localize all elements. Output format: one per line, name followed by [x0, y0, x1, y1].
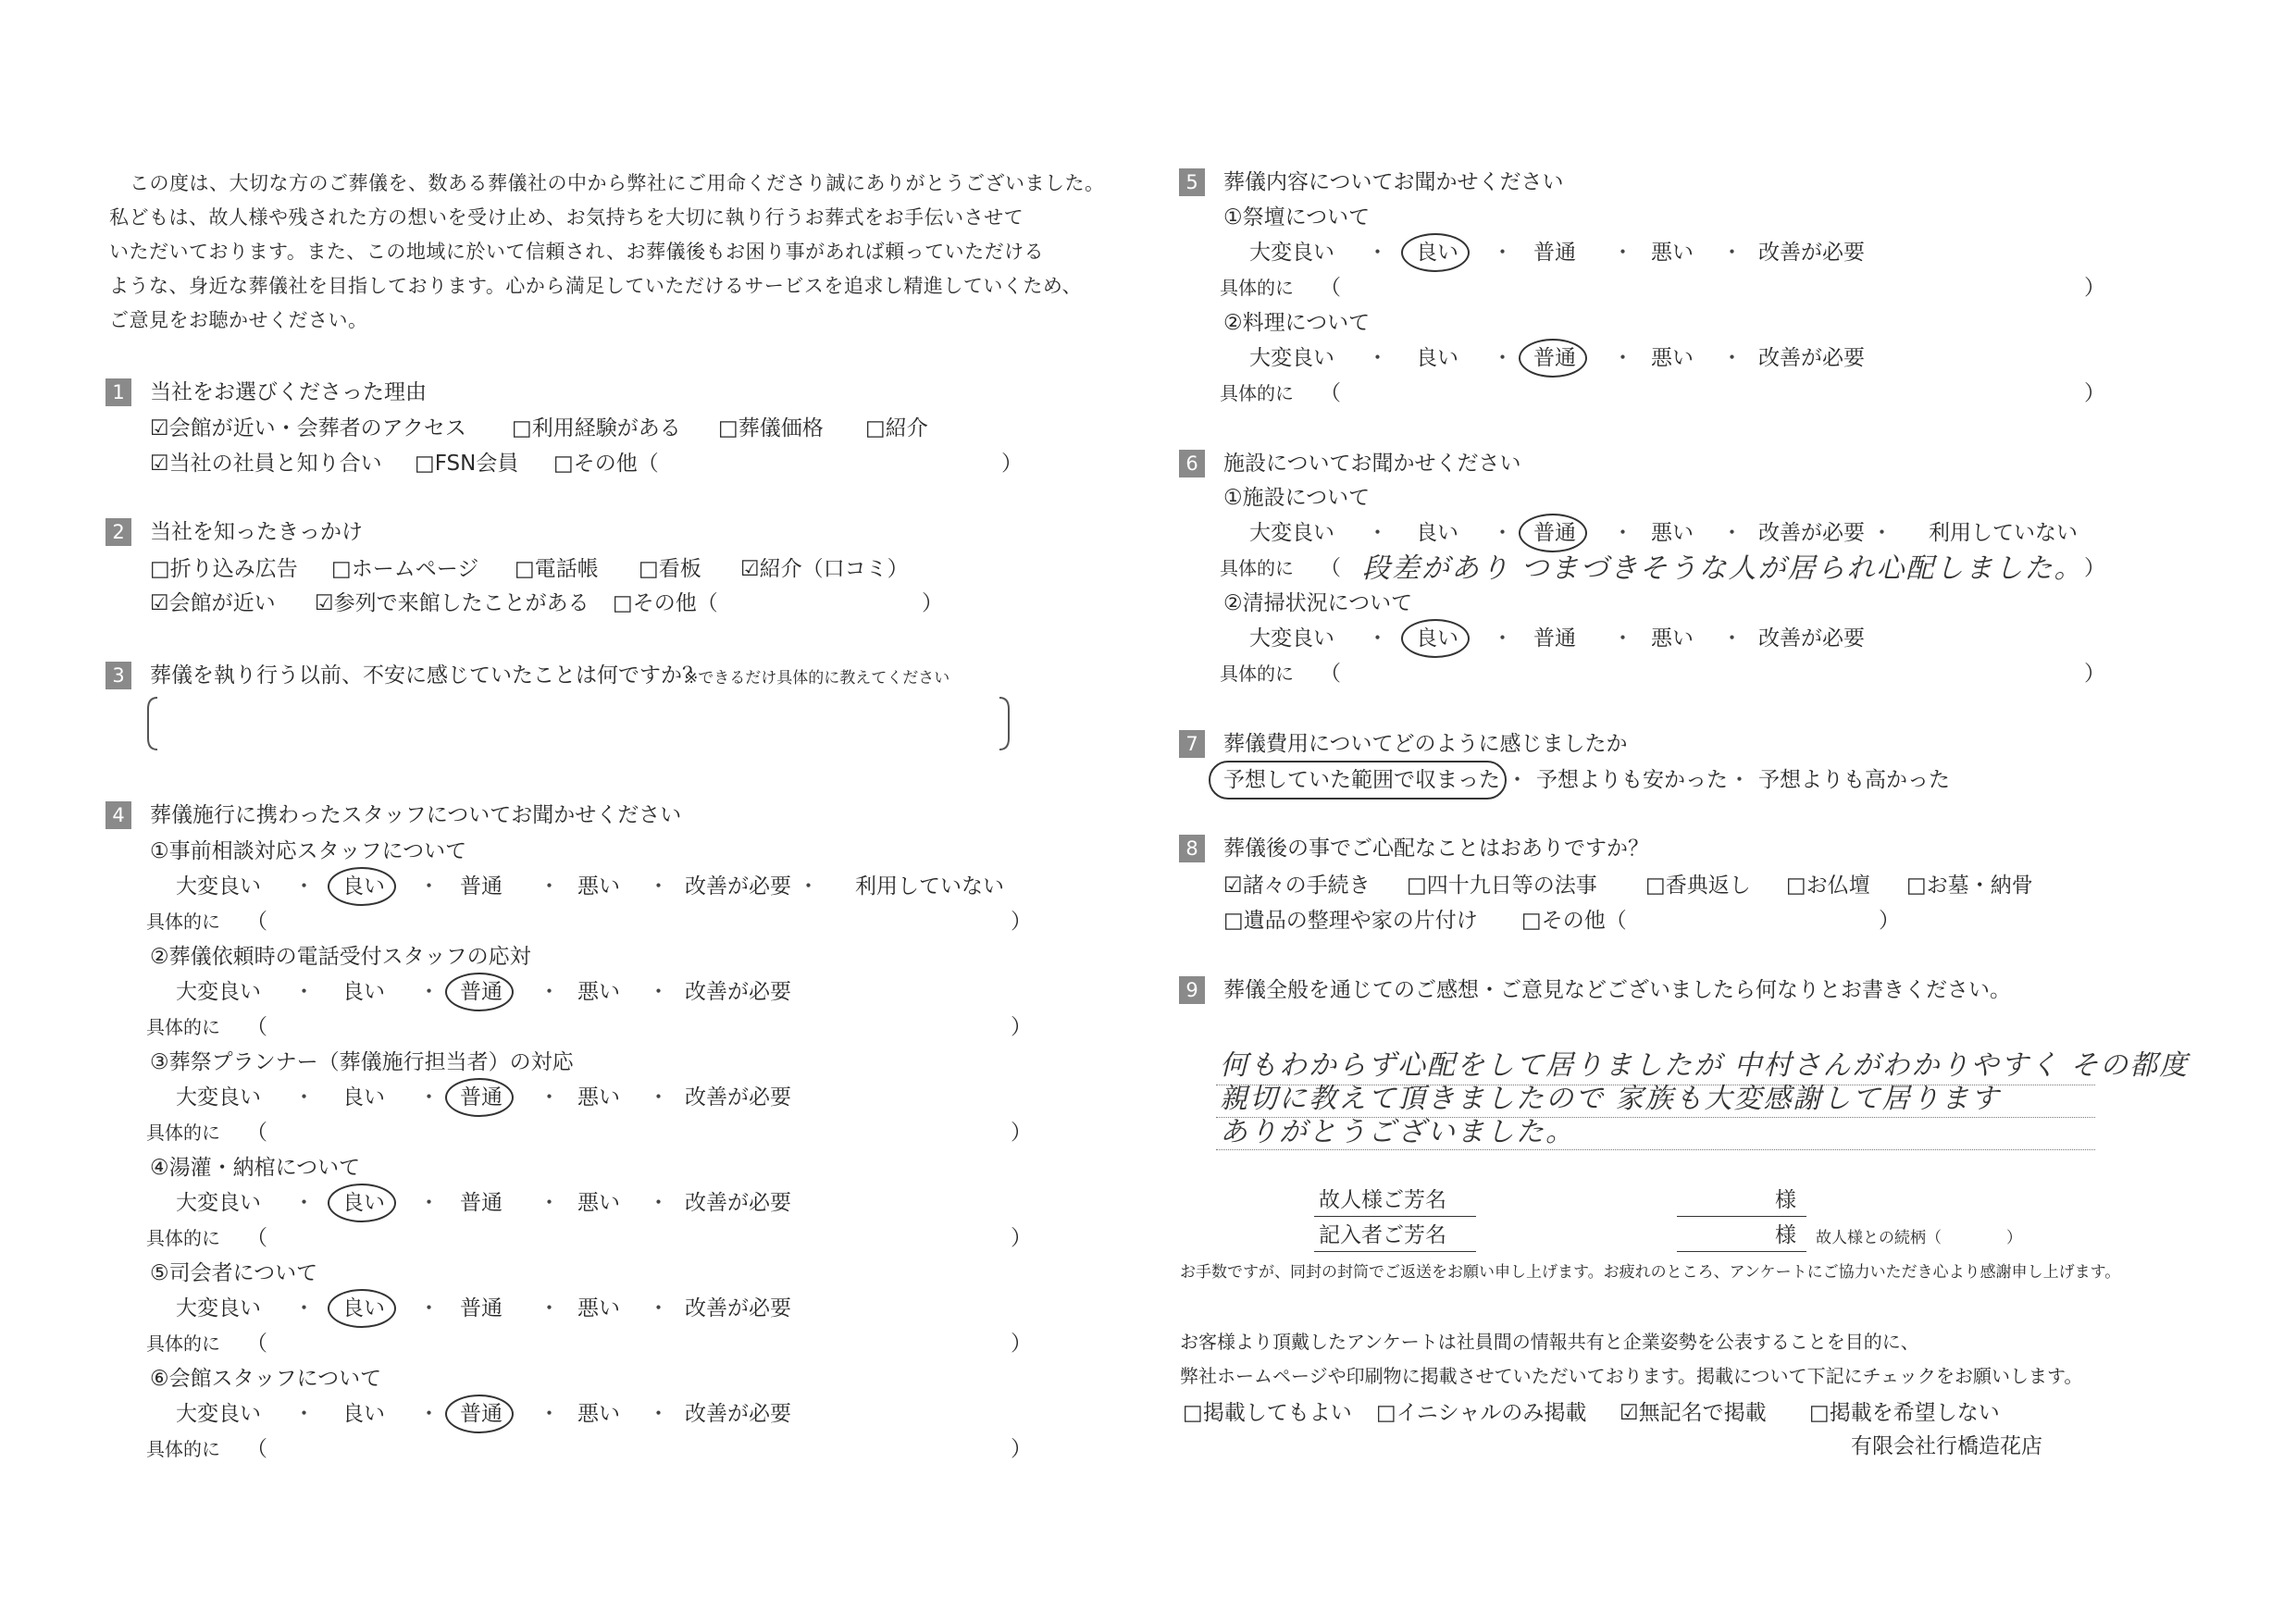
separator-dot: ・: [539, 1191, 560, 1215]
checkbox-option[interactable]: ☑会館が近い・会葬者のアクセス: [150, 416, 466, 440]
separator-dot: ・: [1721, 241, 1743, 265]
underline: [1314, 1251, 1476, 1252]
option-bad[interactable]: 悪い: [577, 874, 620, 899]
option-very-good[interactable]: 大変良い: [176, 1085, 261, 1110]
separator-dot: ・: [648, 1296, 669, 1320]
checkbox-option[interactable]: □香典返し: [1645, 874, 1751, 898]
open-paren: （: [1320, 662, 1341, 686]
sub-question-label: ②料理について: [1223, 311, 1371, 335]
selection-circle: [328, 867, 396, 906]
separator-dot: ・: [293, 1085, 315, 1110]
checkbox-option[interactable]: □その他（: [613, 591, 718, 615]
question-title: 葬儀全般を通じてのご感想・ご意見などございましたら何なりとお書きください。: [1223, 978, 2011, 1002]
close-paren: ）: [1011, 1332, 1032, 1356]
separator-dot: ・: [648, 1085, 669, 1110]
separator-dot: ・: [293, 980, 315, 1004]
handwritten-comment[interactable]: 何もわからず心配をして居りましたが 中村さんがわかりやすく その都度: [1220, 1049, 2190, 1082]
selection-circle: [1401, 233, 1470, 272]
option-normal[interactable]: 普通: [1533, 241, 1576, 265]
sub-question-label: ①祭壇について: [1223, 205, 1371, 229]
separator-dot: ・: [539, 1402, 560, 1426]
checkbox-option[interactable]: □その他（: [553, 452, 659, 476]
publish-option[interactable]: □イニシャルのみ掲載: [1376, 1401, 1587, 1425]
separator-dot: ・: [1721, 626, 1743, 651]
option-bad[interactable]: 悪い: [1651, 346, 1694, 370]
separator-dot: ・: [418, 1085, 440, 1110]
selection-circle: [445, 1395, 514, 1433]
separator-dot: ・: [1721, 521, 1743, 545]
open-paren: （: [1320, 556, 1341, 580]
option-bad[interactable]: 悪い: [1651, 241, 1694, 265]
checkbox-option[interactable]: ☑参列で来館したことがある: [315, 591, 590, 615]
separator-dot: ・: [1367, 521, 1388, 545]
option-normal[interactable]: 普通: [1533, 626, 1576, 651]
separator-dot: ・: [1612, 346, 1633, 370]
publish-option[interactable]: ☑無記名で掲載: [1620, 1401, 1767, 1425]
detail-label: 具体的に: [1220, 277, 1294, 299]
close-paren: ）: [2084, 276, 2105, 300]
question-number: 6: [1179, 450, 1205, 477]
intro-line: ような、身近な葬儀社を目指しております。心から満足していただけるサービスを追求し精進していくため、: [109, 275, 1082, 297]
close-paren: ）: [2084, 556, 2105, 580]
close-paren: ）: [1879, 909, 1900, 933]
sub-question-label: ①事前相談対応スタッフについて: [150, 839, 467, 863]
checkbox-option[interactable]: □紹介: [865, 416, 928, 440]
close-paren: ）: [1011, 910, 1032, 934]
question-number: 5: [1179, 168, 1205, 196]
option-very-good[interactable]: 大変良い: [1249, 626, 1334, 651]
option-good[interactable]: 良い: [342, 1085, 385, 1110]
option-good[interactable]: 良い: [342, 1402, 385, 1426]
open-paren: （: [246, 1015, 267, 1039]
checkbox-option[interactable]: □ホームページ: [331, 557, 479, 581]
option-normal[interactable]: 普通: [1533, 521, 1576, 545]
open-paren: （: [1320, 276, 1341, 300]
option-good[interactable]: 良い: [1416, 346, 1458, 370]
publish-option[interactable]: □掲載してもよい: [1183, 1401, 1352, 1425]
separator-dot: ・: [648, 1191, 669, 1215]
separator-dot: ・: [1492, 241, 1513, 265]
selection-circle: [1519, 514, 1587, 552]
publish-note: お客様より頂戴したアンケートは社員間の情報共有と企業姿勢を公表することを目的に、: [1180, 1331, 1919, 1353]
question-title: 葬儀内容についてお聞かせください: [1223, 170, 1564, 194]
separator-dot: ・: [648, 980, 669, 1004]
separator-dot: ・: [1507, 768, 1528, 792]
option-bad[interactable]: 悪い: [577, 980, 620, 1004]
separator-dot: ・: [1612, 241, 1633, 265]
underline: [1314, 1216, 1476, 1217]
question-title: 当社をお選びくださった理由: [150, 380, 427, 404]
option-bad[interactable]: 悪い: [577, 1402, 620, 1426]
underline: [1677, 1216, 1806, 1217]
separator-dot: ・: [1871, 521, 1893, 545]
question-number: 8: [1179, 835, 1205, 862]
checkbox-option[interactable]: □お仏壇: [1786, 874, 1870, 898]
relation-label: 故人様との続柄（: [1816, 1229, 1942, 1247]
detail-label: 具体的に: [1220, 663, 1294, 685]
detail-label: 具体的に: [146, 1016, 220, 1038]
sub-question-label: ②葬儀依頼時の電話受付スタッフの応対: [150, 945, 531, 969]
separator-dot: ・: [418, 980, 440, 1004]
open-paren: （: [1320, 381, 1341, 405]
option-very-good[interactable]: 大変良い: [1249, 241, 1334, 265]
option-cheaper[interactable]: 予想よりも安かった: [1536, 768, 1728, 792]
option-needs-improvement[interactable]: 改善が必要: [1758, 346, 1865, 370]
publish-note: 弊社ホームページや印刷物に掲載させていただいております。掲載について下記にチェックをお願いします。: [1180, 1365, 2083, 1387]
question-title: 施設についてお聞かせください: [1223, 452, 1521, 476]
option-very-good[interactable]: 大変良い: [176, 1402, 261, 1426]
handwritten-answer[interactable]: 段差があり つまづきそうな人が居られ心配しました。: [1362, 552, 2084, 585]
open-paren: （: [246, 910, 267, 934]
option-good[interactable]: 良い: [1416, 626, 1458, 651]
option-needs-improvement[interactable]: 改善が必要: [685, 1296, 791, 1320]
intro-line: ご意見をお聴かせください。: [109, 309, 368, 331]
checkbox-option[interactable]: □看板: [639, 557, 701, 581]
sub-question-label: ①施設について: [1223, 486, 1371, 510]
publish-option[interactable]: □掲載を希望しない: [1809, 1401, 2000, 1425]
close-paren: ）: [1011, 1121, 1032, 1145]
question-title: 葬儀を執り行う以前、不安に感じていたことは何ですか？: [150, 663, 703, 688]
selection-circle: [1401, 619, 1470, 658]
option-very-good[interactable]: 大変良い: [1249, 521, 1334, 545]
open-paren: （: [246, 1226, 267, 1250]
separator-dot: ・: [1367, 346, 1388, 370]
separator-dot: ・: [293, 1191, 315, 1215]
option-needs-improvement[interactable]: 改善が必要: [685, 1402, 791, 1426]
checkbox-option[interactable]: □四十九日等の法事: [1407, 874, 1597, 898]
separator-dot: ・: [293, 874, 315, 899]
option-normal[interactable]: 普通: [460, 874, 503, 899]
question-title: 当社を知ったきっかけ: [150, 520, 363, 544]
question-number: 3: [105, 662, 131, 689]
detail-label: 具体的に: [146, 1122, 220, 1144]
separator-dot: ・: [798, 874, 819, 899]
selection-circle: [1209, 761, 1507, 800]
option-needs-improvement[interactable]: 改善が必要: [685, 1085, 791, 1110]
close-paren: ）: [1011, 1437, 1032, 1461]
selection-circle: [1519, 339, 1587, 378]
separator-dot: ・: [1612, 626, 1633, 651]
checkbox-option[interactable]: ☑紹介（口コミ）: [740, 557, 909, 581]
question-number: 9: [1179, 976, 1205, 1004]
option-not-used[interactable]: 利用していない: [1929, 521, 2078, 545]
separator-dot: ・: [539, 1296, 560, 1320]
writer-name-label: 記入者ご芳名: [1319, 1223, 1446, 1247]
checkbox-option[interactable]: □葬儀価格: [718, 416, 824, 440]
option-good[interactable]: 良い: [342, 980, 385, 1004]
checkbox-option[interactable]: ☑当社の社員と知り合い: [150, 452, 382, 476]
checkbox-option[interactable]: □その他（: [1521, 909, 1627, 933]
option-needs-improvement[interactable]: 改善が必要: [1758, 626, 1865, 651]
option-normal[interactable]: 普通: [460, 1191, 503, 1215]
sama-label: 様: [1775, 1223, 1796, 1247]
selection-circle: [445, 973, 514, 1011]
separator-dot: ・: [1367, 241, 1388, 265]
intro-line: 私どもは、故人様や残された方の想いを受け止め、お気持ちを大切に執り行うお葬式をお手伝いさせて: [109, 206, 1024, 229]
option-expensive[interactable]: 予想よりも高かった: [1758, 768, 1950, 792]
checkbox-option[interactable]: □折り込み広告: [150, 557, 298, 581]
detail-label: 具体的に: [146, 1438, 220, 1460]
separator-dot: ・: [648, 1402, 669, 1426]
return-note: お手数ですが、同封の封筒でご返送をお願い申し上げます。お疲れのところ、アンケートにご協力いただき心より感謝申し上げます。: [1180, 1263, 2121, 1282]
separator-dot: ・: [418, 1296, 440, 1320]
option-normal[interactable]: 普通: [1533, 346, 1576, 370]
detail-label: 具体的に: [146, 1333, 220, 1355]
detail-label: 具体的に: [1220, 557, 1294, 579]
option-needs-improvement[interactable]: 改善が必要: [685, 980, 791, 1004]
sub-question-label: ④湯灌・納棺について: [150, 1156, 361, 1180]
separator-dot: ・: [1612, 521, 1633, 545]
answer-bracket[interactable]: [144, 696, 1012, 751]
underline: [1677, 1251, 1806, 1252]
option-needs-improvement[interactable]: 改善が必要: [685, 874, 791, 899]
separator-dot: ・: [1492, 521, 1513, 545]
separator-dot: ・: [539, 874, 560, 899]
company-name: 有限会社行橋造花店: [1851, 1434, 2042, 1458]
close-paren: ）: [922, 591, 943, 615]
option-needs-improvement[interactable]: 改善が必要: [1758, 521, 1865, 545]
close-paren: ）: [1001, 452, 1023, 476]
option-needs-improvement[interactable]: 改善が必要: [685, 1191, 791, 1215]
option-normal[interactable]: 普通: [460, 980, 503, 1004]
option-needs-improvement[interactable]: 改善が必要: [1758, 241, 1865, 265]
selection-circle: [328, 1184, 396, 1222]
option-very-good[interactable]: 大変良い: [176, 1296, 261, 1320]
question-title: 葬儀施行に携わったスタッフについてお聞かせください: [150, 803, 682, 827]
option-in-range[interactable]: 予想していた範囲で収まった: [1223, 768, 1500, 792]
checkbox-option[interactable]: □FSN会員: [415, 452, 519, 476]
separator-dot: ・: [539, 1085, 560, 1110]
option-good[interactable]: 良い: [342, 1191, 385, 1215]
checkbox-option[interactable]: □電話帳: [515, 557, 599, 581]
handwritten-comment[interactable]: 親切に教えて頂きましたので 家族も大変感謝して居ります: [1220, 1083, 2001, 1115]
checkbox-option[interactable]: ☑諸々の手続き: [1223, 874, 1371, 898]
detail-label: 具体的に: [146, 911, 220, 933]
checkbox-option[interactable]: □お墓・納骨: [1906, 874, 2033, 898]
sub-question-label: ⑥会館スタッフについて: [150, 1367, 382, 1391]
option-good[interactable]: 良い: [1416, 241, 1458, 265]
sub-question-label: ②清掃状況について: [1223, 591, 1413, 615]
intro-line: この度は、大切な方のご葬儀を、数ある葬儀社の中から弊社にご用命くださり誠にありがとうございました。: [130, 172, 1105, 194]
handwritten-comment[interactable]: ありがとうございました。: [1220, 1116, 1575, 1148]
close-paren: ）: [2006, 1229, 2022, 1247]
separator-dot: ・: [1729, 768, 1750, 792]
question-number: 7: [1179, 730, 1205, 758]
separator-dot: ・: [1721, 346, 1743, 370]
detail-label: 具体的に: [146, 1227, 220, 1249]
option-bad[interactable]: 悪い: [1651, 626, 1694, 651]
option-bad[interactable]: 悪い: [577, 1085, 620, 1110]
checkbox-option[interactable]: ☑会館が近い: [150, 591, 276, 615]
option-normal[interactable]: 普通: [460, 1296, 503, 1320]
question-title: 葬儀費用についてどのように感じましたか: [1223, 732, 1628, 756]
option-good[interactable]: 良い: [342, 874, 385, 899]
close-paren: ）: [2084, 381, 2105, 405]
selection-circle: [328, 1289, 396, 1328]
open-paren: （: [246, 1332, 267, 1356]
checkbox-option[interactable]: □遺品の整理や家の片付け: [1223, 909, 1478, 933]
option-bad[interactable]: 悪い: [577, 1191, 620, 1215]
option-very-good[interactable]: 大変良い: [176, 874, 261, 899]
open-paren: （: [246, 1121, 267, 1145]
deceased-name-label: 故人様ご芳名: [1319, 1188, 1446, 1212]
selection-circle: [445, 1078, 514, 1117]
question-number: 4: [105, 801, 131, 829]
separator-dot: ・: [1492, 626, 1513, 651]
option-normal[interactable]: 普通: [460, 1402, 503, 1426]
separator-dot: ・: [418, 1191, 440, 1215]
option-good[interactable]: 良い: [1416, 521, 1458, 545]
option-bad[interactable]: 悪い: [577, 1296, 620, 1320]
question-title: 葬儀後の事でご心配なことはおありですか？: [1223, 837, 1649, 861]
option-normal[interactable]: 普通: [460, 1085, 503, 1110]
close-paren: ）: [2084, 662, 2105, 686]
close-paren: ）: [1011, 1226, 1032, 1250]
option-good[interactable]: 良い: [342, 1296, 385, 1320]
separator-dot: ・: [418, 874, 440, 899]
open-paren: （: [246, 1437, 267, 1461]
option-very-good[interactable]: 大変良い: [176, 980, 261, 1004]
question-number: 1: [105, 378, 131, 406]
separator-dot: ・: [539, 980, 560, 1004]
question-number: 2: [105, 518, 131, 546]
option-bad[interactable]: 悪い: [1651, 521, 1694, 545]
separator-dot: ・: [293, 1296, 315, 1320]
separator-dot: ・: [648, 874, 669, 899]
intro-line: いただいております。また、この地域に於いて信頼され、お葬儀後もお困り事があれば頼っていただける: [109, 241, 1045, 263]
separator-dot: ・: [1367, 626, 1388, 651]
separator-dot: ・: [418, 1402, 440, 1426]
question-note: ※できるだけ具体的に教えてください: [685, 669, 950, 688]
separator-dot: ・: [1492, 346, 1513, 370]
option-not-used[interactable]: 利用していない: [855, 874, 1004, 899]
sama-label: 様: [1775, 1188, 1796, 1212]
sub-question-label: ⑤司会者について: [150, 1261, 318, 1285]
option-very-good[interactable]: 大変良い: [176, 1191, 261, 1215]
separator-dot: ・: [293, 1402, 315, 1426]
sub-question-label: ③葬祭プランナー（葬儀施行担当者）の対応: [150, 1050, 574, 1074]
checkbox-option[interactable]: □利用経験がある: [512, 416, 681, 440]
option-very-good[interactable]: 大変良い: [1249, 346, 1334, 370]
close-paren: ）: [1011, 1015, 1032, 1039]
detail-label: 具体的に: [1220, 382, 1294, 404]
writing-line: [1216, 1149, 2095, 1150]
